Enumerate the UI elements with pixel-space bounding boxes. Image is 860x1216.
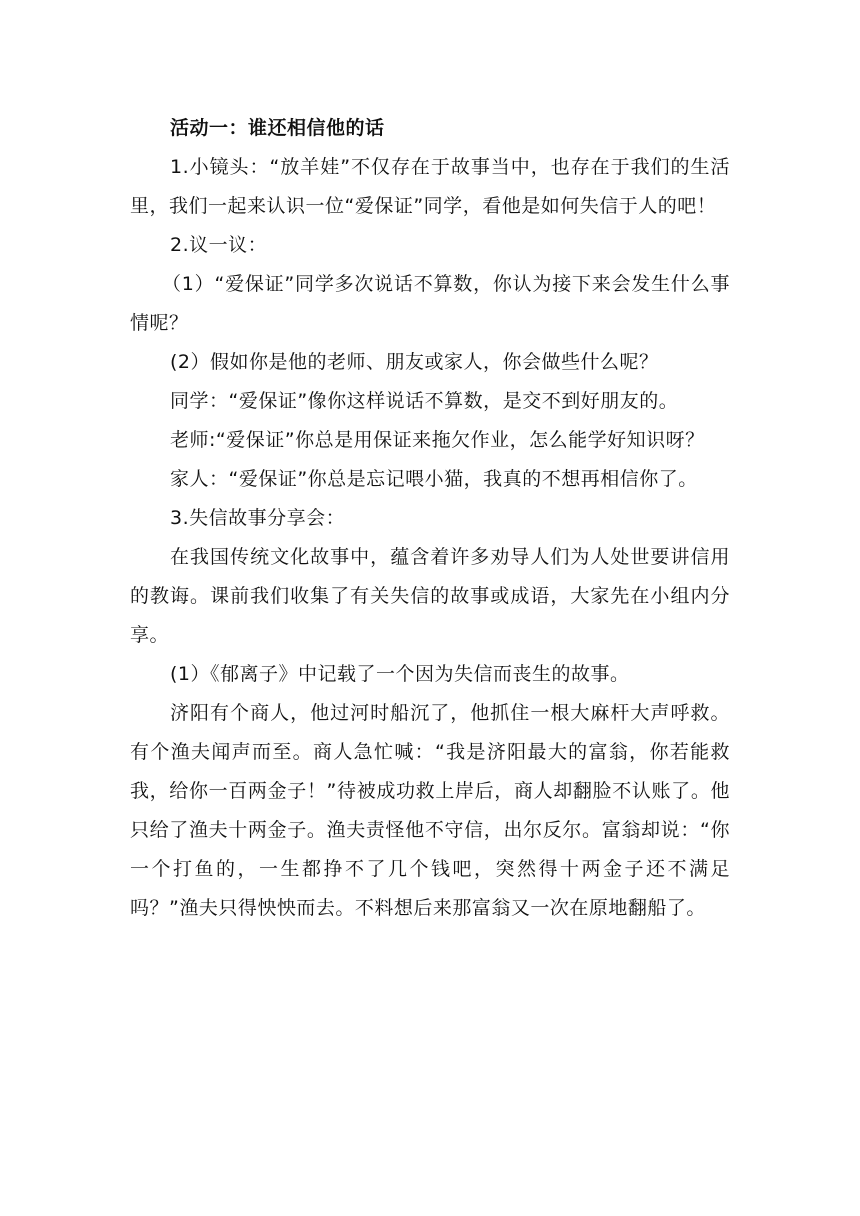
paragraph-11: 济阳有个商人，他过河时船沉了，他抓住一根大麻杆大声呼救。有个渔夫闻声而至。商人急忙喊：“我是济阳最大的富翁，你若能救我，给你一百两金子！”待被成功救上岸后，商人却翻脸不认账了。他只给了渔夫十两金子。渔夫责怪他不守信，出尔反尔。富翁却说：“你一个打鱼的，一生都挣不了几个钱吧，突然得十两金子还不满足吗？”渔夫只得怏怏而去。不料想后来那富翁又一次在原地翻船了。 (130, 702, 730, 919)
paragraph-5: 同学：“爱保证”像你这样说话不算数，是交不到好朋友的。 (170, 390, 679, 412)
paragraph-9: 在我国传统文化故事中，蕴含着许多劝导人们为人处世要讲信用的教诲。课前我们收集了有关失信的故事或成语，大家先在小组内分享。 (130, 546, 730, 646)
document-body (130, 109, 730, 928)
paragraph-6: 老师:“爱保证”你总是用保证来拖欠作业，怎么能学好知识呀？ (170, 429, 705, 451)
paragraph-1: 1.小镜头：“放羊娃”不仅存在于故事当中，也存在于我们的生活里，我们一起来认识一位“爱保证”同学，看他是如何失信于人的吧！ (130, 156, 730, 217)
paragraph-10: (1）《郁离子》中记载了一个因为失信而丧生的故事。 (170, 663, 630, 685)
paragraph-8: 3.失信故事分享会： (170, 507, 346, 529)
paragraph-7: 家人：“爱保证”你总是忘记喂小猫，我真的不想再相信你了。 (170, 468, 698, 490)
paragraph-3: （1）“爱保证”同学多次说话不算数，你认为接下来会发生什么事情呢？ (130, 273, 730, 334)
paragraph-2: 2.议一议： (170, 234, 268, 256)
paragraph-4: (2）假如你是他的老师、朋友或家人，你会做些什么呢？ (170, 351, 659, 373)
section-heading: 活动一：谁还相信他的话 (170, 117, 385, 139)
